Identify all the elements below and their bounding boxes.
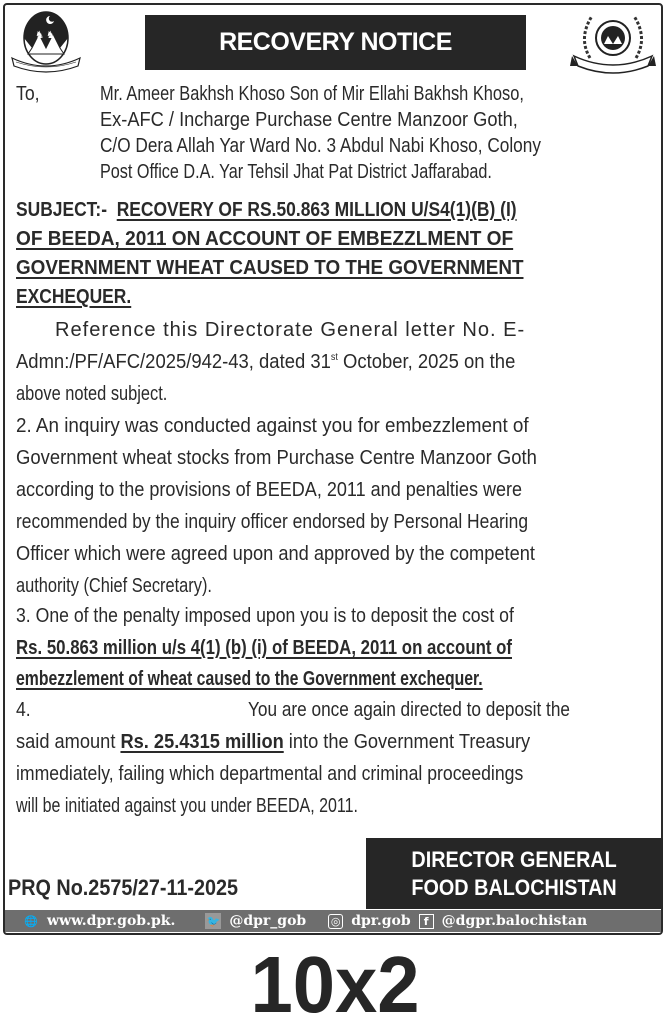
addressee-line: Mr. Ameer Bakhsh Khoso Son of Mir Ellahi Bakhsh Khoso, xyxy=(100,82,524,105)
para4-number: 4. xyxy=(16,698,31,721)
svg-text:♞: ♞ xyxy=(35,30,44,41)
notice-title: RECOVERY NOTICE xyxy=(145,15,526,70)
para4-line: said amount Rs. 25.4315 million into the Government Treasury xyxy=(16,730,531,753)
para2-line: according to the provisions of BEEDA, 2011 and penalties were xyxy=(16,478,523,501)
addressee-line: C/O Dera Allah Yar Ward No. 3 Abdul Nabi Khoso, Colony xyxy=(100,134,541,157)
signature-block xyxy=(366,838,663,909)
deposit-amount: Rs. 25.4315 million xyxy=(120,730,284,753)
para2-line: Officer which were agreed upon and approved by the competent xyxy=(16,542,535,565)
subject-line: OF BEEDA, 2011 ON ACCOUNT OF EMBEZZLMENT OF xyxy=(16,227,514,250)
para3-line: 3. One of the penalty imposed upon you is to deposit the cost of xyxy=(16,604,514,627)
addressee-line: Ex-AFC / Incharge Purchase Centre Manzoor Goth, xyxy=(100,108,518,131)
subject-line: SUBJECT:- RECOVERY OF RS.50.863 MILLION U/S4(1)(B) (I) xyxy=(16,198,517,221)
website-link[interactable]: www.dpr.gob.pk. xyxy=(47,913,176,929)
para3-penalty-line: Rs. 50.863 million u/s 4(1) (b) (i) of BEEDA, 2011 on account of xyxy=(16,636,512,659)
para1-line: above noted subject. xyxy=(16,382,168,405)
svg-text:♞: ♞ xyxy=(46,30,55,41)
social-footer-bar xyxy=(5,910,661,932)
para2-line: 2. An inquiry was conducted against you for embezzlement of xyxy=(16,414,529,437)
twitter-link[interactable]: @dpr_gob xyxy=(229,913,307,929)
subject-label: SUBJECT:- xyxy=(16,198,108,221)
addressee-line: Post Office D.A. Yar Tehsil Jhat Pat District Jaffarabad. xyxy=(100,160,492,183)
to-label: To, xyxy=(16,82,40,105)
twitter-icon: 🐦 xyxy=(206,914,221,928)
signature-title: DIRECTOR GENERAL xyxy=(411,846,618,872)
instagram-link[interactable]: dpr.gob xyxy=(351,913,411,929)
facebook-icon: f xyxy=(419,914,434,929)
subject-line: EXCHEQUER. xyxy=(16,285,132,308)
para2-line: Government wheat stocks from Purchase Centre Manzoor Goth xyxy=(16,446,537,469)
globe-icon: 🌐 xyxy=(24,914,38,928)
balochistan-emblem-logo xyxy=(8,8,84,74)
para1-line: Admn:/PF/AFC/2025/942-43, dated 31st October, 2025 on the xyxy=(16,350,516,373)
food-department-emblem-logo xyxy=(568,8,658,78)
para4-line: You are once again directed to deposit the xyxy=(248,698,571,721)
para2-line: authority (Chief Secretary). xyxy=(16,574,212,597)
para2-line: recommended by the inquiry officer endorsed by Personal Hearing xyxy=(16,510,529,533)
para4-line: immediately, failing which departmental and criminal proceedings xyxy=(16,762,524,785)
subject-line: GOVERNMENT WHEAT CAUSED TO THE GOVERNMENT xyxy=(16,256,524,279)
prq-number: PRQ No.2575/27-11-2025 xyxy=(8,875,239,900)
para3-penalty-line: embezzlement of wheat caused to the Government exchequer. xyxy=(16,667,483,690)
signature-department: FOOD BALOCHISTAN xyxy=(411,874,618,900)
ad-size-tag: 10x2 xyxy=(250,940,420,1029)
instagram-icon: ◎ xyxy=(328,914,343,929)
para4-line: will be initiated against you under BEEDA, 2011. xyxy=(16,794,358,817)
facebook-link[interactable]: @dgpr.balochistan xyxy=(441,913,588,929)
para1-line: Reference this Directorate General letter No. E- xyxy=(55,318,526,341)
